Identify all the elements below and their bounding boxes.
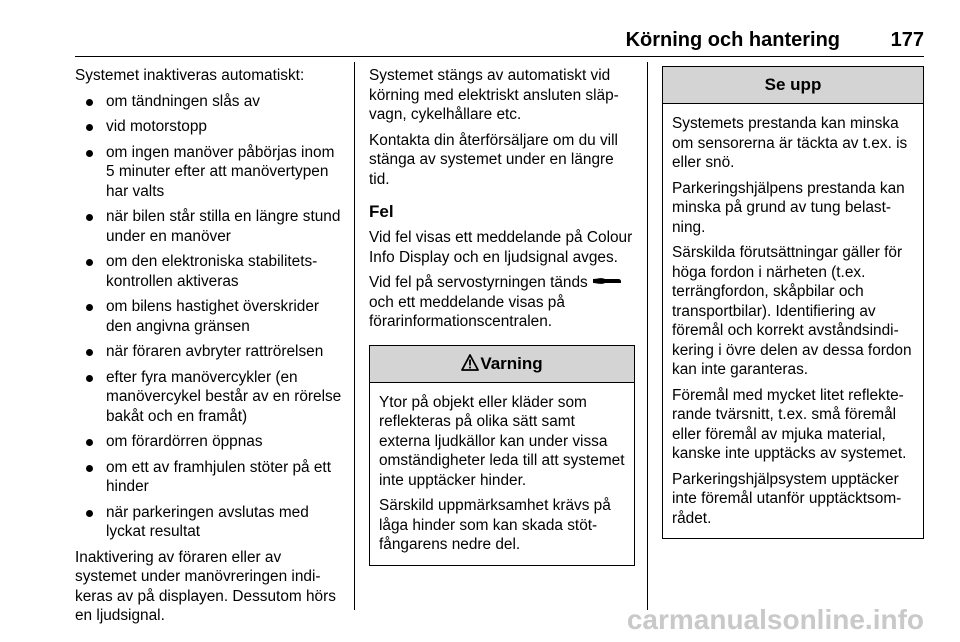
caution-paragraph: Särskilda förutsättningar gäller för höga fordon i närheten (t.ex. terrängfordon, skåpbilar och transportbilar). Identifiering av föremål och korrekt avståndsindikering i övre delen av dessa fordon kan inte garanteras. xyxy=(672,244,912,378)
page-title: Körning och hantering xyxy=(625,29,840,51)
list-item: när föraren avbryter rattrörelsen xyxy=(75,342,347,362)
caution-header: Se upp xyxy=(663,67,923,104)
warning-box xyxy=(369,345,635,566)
column-middle xyxy=(369,66,635,566)
list-item: om förardörren öppnas xyxy=(75,432,347,452)
list-item: om ett av framhjulen stöter på ett hinder xyxy=(75,458,347,497)
caution-paragraph: Systemets prestanda kan minska om sensorerna är täckta av t.ex. is eller snö. xyxy=(672,115,908,171)
list-item: om ingen manöver påbörjas inom 5 minuter efter att manövertypen har valts xyxy=(75,143,347,202)
column-divider-left xyxy=(354,62,355,610)
auto-off-text: Systemet stängs av automatiskt vid körning med elektriskt ansluten släpvagn, cykelhållare etc. xyxy=(369,67,619,123)
column-right xyxy=(662,66,924,539)
list-item: efter fyra manövercykler (en manövercykel består av en rörelse bakåt och en framåt) xyxy=(75,368,347,427)
list-item: när bilen står stilla en längre stund under en manöver xyxy=(75,207,347,246)
caution-body xyxy=(663,104,923,538)
caution-paragraph: Parkeringshjälpens prestanda kan minska på grund av tung belastning. xyxy=(672,179,905,236)
outro-text: Inaktivering av föraren eller av systemet under manövreringen indikeras av på displayen. Dessutom hörs en ljudsignal. xyxy=(75,548,336,624)
warning-paragraph: Särskild uppmärksamhet krävs på låga hinder som kan skada stötfångarens nedre del. xyxy=(379,497,611,554)
caution-paragraph: Föremål med mycket litet reflekterande tvärsnitt, t.ex. små föremål eller föremål av mjuka material, kanske inte upptäcks av systemet. xyxy=(672,386,907,462)
caution-box xyxy=(662,66,924,539)
list-item: om tändningen slås av xyxy=(75,92,347,112)
page-number: 177 xyxy=(890,29,924,51)
warning-title: Varning xyxy=(480,353,543,373)
contact-dealer-text: Kontakta din återförsäljare om du vill stänga av systemet under en längre tid. xyxy=(369,131,618,188)
steering-warning-icon xyxy=(592,273,622,293)
column-divider-right xyxy=(647,62,648,610)
header-rule xyxy=(75,56,924,57)
warning-paragraph: Ytor på objekt eller kläder som reflekteras på olika sätt samt externa ljudkällor kan under vissa omständigheter leda till att systemet inte upptäcker hinder. xyxy=(379,393,625,489)
caution-paragraph: Parkeringshjälpsystem upptäcker inte föremål utanför upptäcktsområdet. xyxy=(672,470,902,527)
steering-fault-text-after: och ett meddelande visas på förarinformationscentralen. xyxy=(369,293,565,331)
warning-triangle-icon xyxy=(461,348,479,384)
steering-fault-text-before: Vid fel på servostyrningen tänds xyxy=(369,274,588,291)
warning-body xyxy=(370,383,634,565)
warning-header xyxy=(370,346,634,383)
column-left xyxy=(75,66,347,632)
list-item: när parkeringen avslutas med lyckat resultat xyxy=(75,503,347,542)
list-item: vid motorstopp xyxy=(75,117,347,137)
steering-fault-text xyxy=(369,273,635,332)
intro-text: Systemet inaktiveras automatiskt: xyxy=(75,67,305,84)
list-item: om den elektroniska stabilitetskontrollen aktiveras xyxy=(75,252,347,291)
list-item: om bilens hastighet överskrider den angivna gränsen xyxy=(75,297,347,336)
fault-text: Vid fel visas ett meddelande på Colour Info Display och en ljudsignal avges. xyxy=(369,229,633,266)
deactivation-list xyxy=(75,92,347,542)
section-heading-fel: Fel xyxy=(369,202,394,221)
watermark: carmanualsonline.info xyxy=(626,604,924,635)
